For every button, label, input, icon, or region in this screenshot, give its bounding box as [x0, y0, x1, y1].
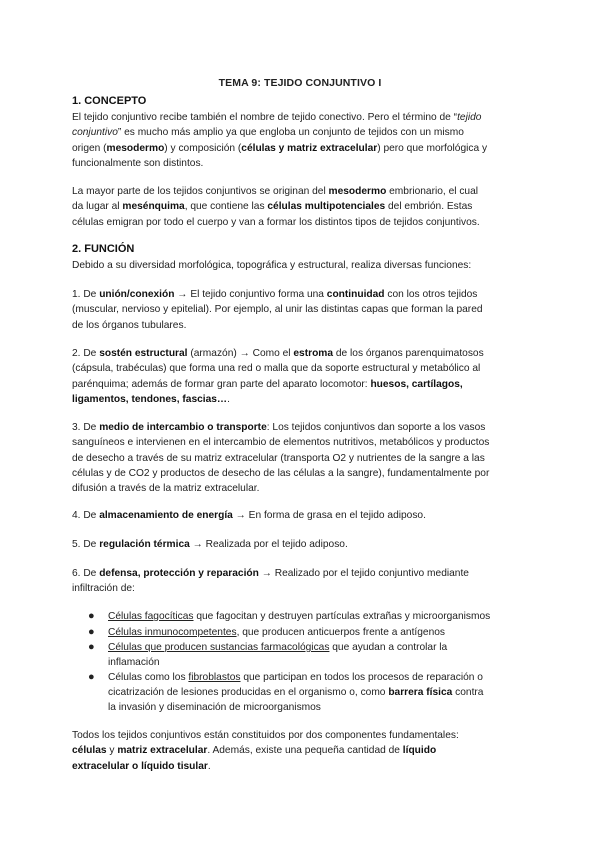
concepto-paragraph-1: El tejido conjuntivo recibe también el nombre de tejido conectivo. Pero el término de “tejido conjuntivo” es mucho más amplio ya que engloba un conjunto de tejidos con un mismo origen (mesodermo) y composición (células y matriz extracelular) pero que morfológica y funcionalmente son distintos.: [72, 112, 488, 169]
concepto-paragraph-2: La mayor parte de los tejidos conjuntivos se originan del mesodermo embrionario, el cual da lugar al mesénquima, que contiene las células multipotenciales del embrión. Estas células emigran por todo el cuerpo y van a formar los distintos tipos de tejidos conjuntivos.: [72, 186, 480, 228]
funcion-intro: Debido a su diversidad morfológica, topográfica y estructural, realiza diversas funciones:: [72, 260, 472, 271]
list-item: Células fagocíticas que fagocitan y destruyen partículas extrañas y microorganismos: [108, 611, 491, 622]
list-item: Células como los fibroblastos que participan en todos los procesos de reparación o cicatrización de lesiones producidas en el organismo o, como barrera física contra la invasión y diseminación de microorganismos: [108, 672, 484, 713]
funcion-item-5: 5. De regulación térmica → Realizada por el tejido adiposo.: [72, 539, 348, 550]
closing-paragraph: Todos los tejidos conjuntivos están constituidos por dos componentes fundamentales: células y matriz extracelular. Además, existe una pequeña cantidad de líquido extracelular o líquido tisular.: [72, 730, 459, 772]
bullet-icon: ●: [88, 610, 95, 622]
page-title: TEMA 9: TEJIDO CONJUNTIVO I: [218, 77, 382, 89]
section-heading-concepto: 1. CONCEPTO: [72, 95, 147, 107]
funcion-item-2: 2. De sostén estructural (armazón) → Como el estroma de los órganos parenquimatosos (cápsula, trabéculas) que forma una red o malla que da soporte estructural y metabólico al parénquima; además de formar gran parte del aparato locomotor: huesos, cartílagos, ligamentos, tendones, fascias….: [72, 348, 484, 405]
bullet-icon: ●: [88, 641, 95, 653]
funcion-item-3: 3. De medio de intercambio o transporte: Los tejidos conjuntivos dan soporte a los vasos sanguíneos e intervienen en el intercambio de elementos nutritivos, metabólicos y productos de desecho a través de su matriz extracelular (transporta O2 y nutrientes de la sangre a las células y de CO2 y productos de desecho de las células a la sangre), fundamentalmente por difusión a través de la matriz extracelular.: [72, 422, 490, 495]
list-item: Células que producen sustancias farmacológicas que ayudan a controlar la inflamación: [108, 642, 448, 668]
list-item: Células inmunocompetentes, que producen anticuerpos frente a antígenos: [108, 627, 445, 638]
funcion-item-1: 1. De unión/conexión → El tejido conjuntivo forma una continuidad con los otros tejidos (muscular, nervioso y epitelial). Por ejemplo, al unir las distintas capas que forman la pared de los órganos tubulares.: [72, 289, 483, 331]
bullet-icon: ●: [88, 671, 95, 683]
section-heading-funcion: 2. FUNCIÓN: [72, 243, 135, 255]
bullet-icon: ●: [88, 626, 95, 638]
funcion-item-6: 6. De defensa, protección y reparación → Realizado por el tejido conjuntivo mediante infiltración de:: [72, 568, 469, 595]
funcion-item-4: 4. De almacenamiento de energía → En forma de grasa en el tejido adiposo.: [72, 510, 426, 521]
